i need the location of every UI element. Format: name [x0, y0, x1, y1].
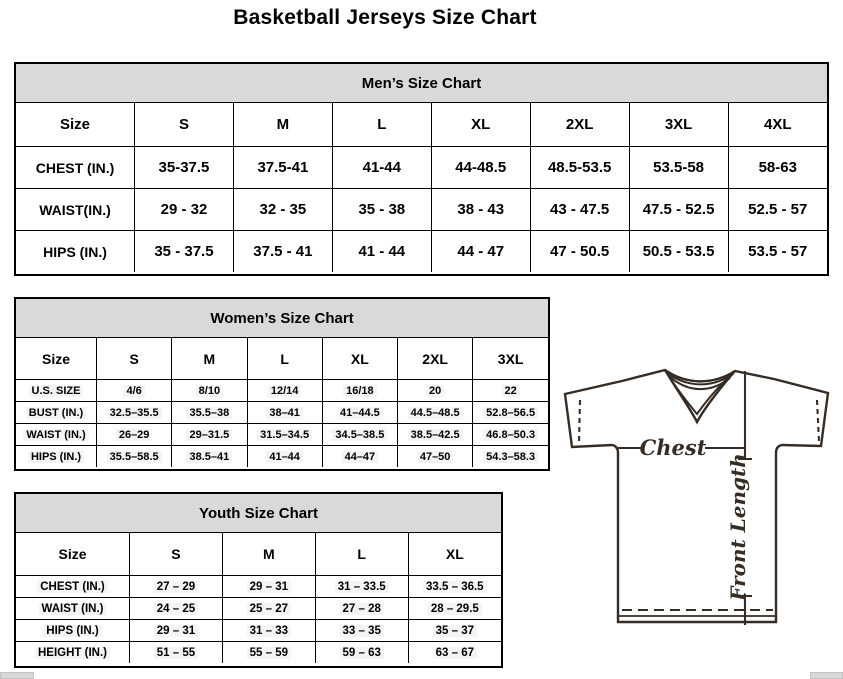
cell-value-text: 35 – 37	[433, 625, 477, 637]
size-column-header	[322, 338, 397, 380]
cell-value	[728, 147, 827, 189]
row-label-text: WAIST (IN.)	[23, 429, 88, 441]
womens-table-title: Women’s Size Chart	[16, 299, 548, 338]
cell-value-text: 47 - 50.5	[550, 243, 610, 260]
cell-value-text: 35 - 37.5	[154, 243, 214, 260]
corner-header	[16, 338, 97, 380]
cell-value-text: 38.5–41	[186, 451, 232, 463]
cell-value	[629, 189, 728, 231]
row-label	[16, 147, 135, 189]
cell-value-text: 35-37.5	[158, 159, 210, 176]
scrollbar-thumb-right[interactable]	[810, 672, 843, 679]
cell-value	[130, 620, 223, 642]
cell-value	[315, 642, 408, 664]
cell-value-text: 32 - 35	[259, 201, 307, 218]
cell-value	[233, 147, 332, 189]
cell-value-text: 27 – 28	[340, 603, 384, 615]
cell-value-text: 22	[502, 385, 520, 397]
cell-value	[233, 231, 332, 273]
cell-value	[398, 446, 473, 468]
cell-value	[629, 147, 728, 189]
cell-value	[97, 380, 172, 402]
size-column-header-text: L	[357, 546, 366, 562]
jersey-outline	[565, 370, 828, 622]
cell-value	[97, 424, 172, 446]
cell-value-text: 43 - 47.5	[550, 201, 610, 218]
cell-value-text: 52.8–56.5	[483, 407, 538, 419]
cell-value-text: 53.5 - 57	[748, 243, 808, 260]
size-column-header-text: M	[276, 116, 290, 133]
cell-value-text: 28 – 29.5	[428, 603, 482, 615]
cell-value-text: 35.5–38	[186, 407, 232, 419]
cell-value	[135, 189, 234, 231]
size-column-header-text: XL	[350, 350, 369, 367]
cell-value-text: 38–41	[266, 407, 303, 419]
cell-value	[222, 620, 315, 642]
cell-value-text: 41-44	[362, 159, 401, 176]
row-label	[16, 598, 130, 620]
table-row	[16, 189, 827, 231]
size-column-header-text: S	[129, 350, 139, 367]
cell-value	[408, 576, 501, 598]
size-column-header-text: XL	[445, 546, 464, 562]
size-column-header-text: L	[377, 116, 387, 133]
cell-value-text: 44.5–48.5	[408, 407, 463, 419]
cell-value-text: 38 - 43	[457, 201, 505, 218]
cell-value	[315, 598, 408, 620]
size-header-row	[16, 103, 827, 147]
table-row	[16, 446, 548, 468]
size-column-header	[130, 533, 223, 576]
size-column-header-text: 3XL	[664, 116, 693, 133]
cell-value	[130, 576, 223, 598]
cell-value-text: 27 – 29	[154, 581, 198, 593]
cell-value-text: 44 - 47	[457, 243, 505, 260]
cell-value-text: 31.5–34.5	[257, 429, 312, 441]
corner-header	[16, 103, 135, 147]
cell-value	[247, 446, 322, 468]
cell-value	[322, 402, 397, 424]
cell-value	[629, 231, 728, 273]
cell-value-text: 29 – 31	[154, 625, 198, 637]
row-label	[16, 576, 130, 598]
row-label-text: WAIST(IN.)	[39, 201, 111, 218]
youth-table-title: Youth Size Chart	[16, 494, 501, 533]
cell-value	[728, 231, 827, 273]
cell-value	[97, 402, 172, 424]
row-label	[16, 231, 135, 273]
cell-value	[408, 598, 501, 620]
cell-value	[473, 446, 548, 468]
row-label-text: HIPS (IN.)	[43, 625, 101, 637]
size-column-header-text: S	[178, 116, 189, 133]
size-column-header	[408, 533, 501, 576]
cell-value-text: 37.5 - 41	[253, 243, 313, 260]
cell-value	[530, 189, 629, 231]
row-label-text: WAIST (IN.)	[39, 603, 107, 615]
table-row	[16, 620, 501, 642]
cell-value-text: 34.5–38.5	[332, 429, 387, 441]
cell-value-text: 63 – 67	[433, 647, 477, 659]
womens-size-chart-table	[14, 297, 550, 471]
cell-value	[473, 424, 548, 446]
row-label-text: HEIGHT (IN.)	[35, 647, 110, 659]
cell-value-text: 29–31.5	[186, 429, 232, 441]
table-row	[16, 231, 827, 273]
size-column-header	[135, 103, 234, 147]
row-label-text: CHEST (IN.)	[35, 159, 115, 176]
cell-value-text: 24 – 25	[154, 603, 198, 615]
table-row	[16, 642, 501, 664]
cell-value	[222, 642, 315, 664]
size-column-header-text: 2XL	[565, 116, 594, 133]
cell-value-text: 25 – 27	[247, 603, 291, 615]
cell-value-text: 47–50	[417, 451, 454, 463]
cell-value-text: 51 – 55	[154, 647, 198, 659]
cell-value	[398, 402, 473, 424]
cell-value	[315, 576, 408, 598]
row-label	[16, 642, 130, 664]
cell-value	[431, 231, 530, 273]
cell-value-text: 52.5 - 57	[748, 201, 808, 218]
corner-header-text: Size	[59, 116, 90, 133]
cell-value-text: 41–44.5	[337, 407, 383, 419]
cell-value-text: 41–44	[266, 451, 303, 463]
size-column-header	[247, 338, 322, 380]
cell-value	[130, 598, 223, 620]
size-column-header-text: 4XL	[764, 116, 792, 133]
cell-value-text: 26–29	[116, 429, 153, 441]
row-label	[16, 424, 97, 446]
cell-value	[135, 147, 234, 189]
cell-value-text: 37.5-41	[257, 159, 309, 176]
table-row	[16, 424, 548, 446]
cell-value-text: 33 – 35	[340, 625, 384, 637]
cell-value	[728, 189, 827, 231]
cell-value	[398, 424, 473, 446]
cell-value	[332, 231, 431, 273]
cell-value-text: 35.5–58.5	[107, 451, 162, 463]
cell-value-text: 29 - 32	[160, 201, 208, 218]
row-label-text: HIPS (IN.)	[28, 451, 84, 463]
mens-table-grid	[16, 103, 827, 272]
mens-size-chart-table	[14, 62, 829, 276]
cell-value	[332, 189, 431, 231]
size-column-header-text: 2XL	[422, 350, 448, 367]
cell-value	[247, 402, 322, 424]
size-header-row	[16, 533, 501, 576]
cell-value	[247, 424, 322, 446]
row-label-text: U.S. SIZE	[29, 385, 84, 397]
cell-value	[222, 598, 315, 620]
cell-value	[172, 380, 247, 402]
cell-value	[473, 402, 548, 424]
size-column-header	[97, 338, 172, 380]
chest-label: Chest	[639, 435, 707, 460]
cell-value	[97, 446, 172, 468]
cell-value-text: 31 – 33.5	[335, 581, 389, 593]
cell-value	[130, 642, 223, 664]
cell-value	[408, 642, 501, 664]
table-row	[16, 147, 827, 189]
cell-value	[135, 231, 234, 273]
table-row	[16, 576, 501, 598]
row-label	[16, 189, 135, 231]
size-column-header-text: XL	[471, 116, 491, 133]
cell-value	[172, 402, 247, 424]
size-column-header-text: M	[262, 546, 275, 562]
size-header-row	[16, 338, 548, 380]
size-column-header	[315, 533, 408, 576]
size-column-header	[222, 533, 315, 576]
cell-value-text: 41 - 44	[358, 243, 406, 260]
size-column-header-text: L	[280, 350, 289, 367]
cell-value	[332, 147, 431, 189]
corner-header-text: Size	[41, 350, 70, 367]
cell-value	[315, 620, 408, 642]
scrollbar-thumb-left[interactable]	[0, 672, 34, 679]
cell-value-text: 31 – 33	[247, 625, 291, 637]
cell-value-text: 47.5 - 52.5	[642, 201, 715, 218]
cell-value-text: 8/10	[196, 385, 223, 397]
size-column-header	[398, 338, 473, 380]
cell-value-text: 38.5–42.5	[408, 429, 463, 441]
cell-value	[431, 147, 530, 189]
cell-value-text: 35 - 38	[358, 201, 406, 218]
table-row	[16, 598, 501, 620]
cell-value	[172, 424, 247, 446]
womens-table-grid	[16, 338, 548, 467]
table-row	[16, 402, 548, 424]
cell-value-text: 16/18	[343, 385, 377, 397]
cell-value	[398, 380, 473, 402]
table-row	[16, 380, 548, 402]
cell-value-text: 20	[426, 385, 444, 397]
cell-value-text: 33.5 – 36.5	[423, 581, 487, 593]
cell-value-text: 50.5 - 53.5	[642, 243, 715, 260]
youth-table-grid	[16, 533, 501, 663]
size-column-header	[431, 103, 530, 147]
corner-header	[16, 533, 130, 576]
mens-table-title: Men’s Size Chart	[16, 64, 827, 103]
row-label	[16, 620, 130, 642]
row-label-text: HIPS (IN.)	[43, 243, 107, 260]
cell-value-text: 4/6	[123, 385, 144, 397]
cell-value-text: 44–47	[342, 451, 379, 463]
cell-value	[431, 189, 530, 231]
cell-value	[322, 446, 397, 468]
size-column-header	[473, 338, 548, 380]
size-column-header-text: S	[171, 546, 181, 562]
corner-header-text: Size	[58, 546, 87, 562]
cell-value-text: 53.5-58	[653, 159, 704, 176]
cell-value	[222, 576, 315, 598]
cell-value	[408, 620, 501, 642]
cell-value	[530, 231, 629, 273]
cell-value-text: 29 – 31	[247, 581, 291, 593]
front-length-label: Front Length	[726, 453, 750, 601]
cell-value-text: 44-48.5	[455, 159, 507, 176]
row-label-text: BUST (IN.)	[26, 407, 86, 419]
cell-value-text: 54.3–58.3	[483, 451, 538, 463]
cell-value	[322, 380, 397, 402]
row-label	[16, 402, 97, 424]
youth-size-chart-table	[14, 492, 503, 668]
size-column-header	[332, 103, 431, 147]
row-label	[16, 380, 97, 402]
row-label	[16, 446, 97, 468]
size-column-header	[728, 103, 827, 147]
cell-value	[322, 424, 397, 446]
cell-value-text: 58-63	[758, 159, 797, 176]
size-column-header	[629, 103, 728, 147]
cell-value-text: 12/14	[268, 385, 302, 397]
jersey-measurement-diagram	[555, 360, 843, 672]
size-column-header-text: 3XL	[497, 350, 524, 367]
cell-value-text: 32.5–35.5	[107, 407, 162, 419]
size-column-header	[530, 103, 629, 147]
cell-value-text: 48.5-53.5	[547, 159, 612, 176]
row-label-text: CHEST (IN.)	[37, 581, 108, 593]
cell-value	[473, 380, 548, 402]
size-column-header	[172, 338, 247, 380]
cell-value-text: 59 – 63	[340, 647, 384, 659]
cell-value-text: 46.8–50.3	[483, 429, 538, 441]
page-title: Basketball Jerseys Size Chart	[233, 6, 537, 29]
size-column-header	[233, 103, 332, 147]
cell-value	[172, 446, 247, 468]
cell-value	[247, 380, 322, 402]
cell-value	[233, 189, 332, 231]
size-column-header-text: M	[203, 350, 216, 367]
cell-value-text: 55 – 59	[247, 647, 291, 659]
cell-value	[530, 147, 629, 189]
